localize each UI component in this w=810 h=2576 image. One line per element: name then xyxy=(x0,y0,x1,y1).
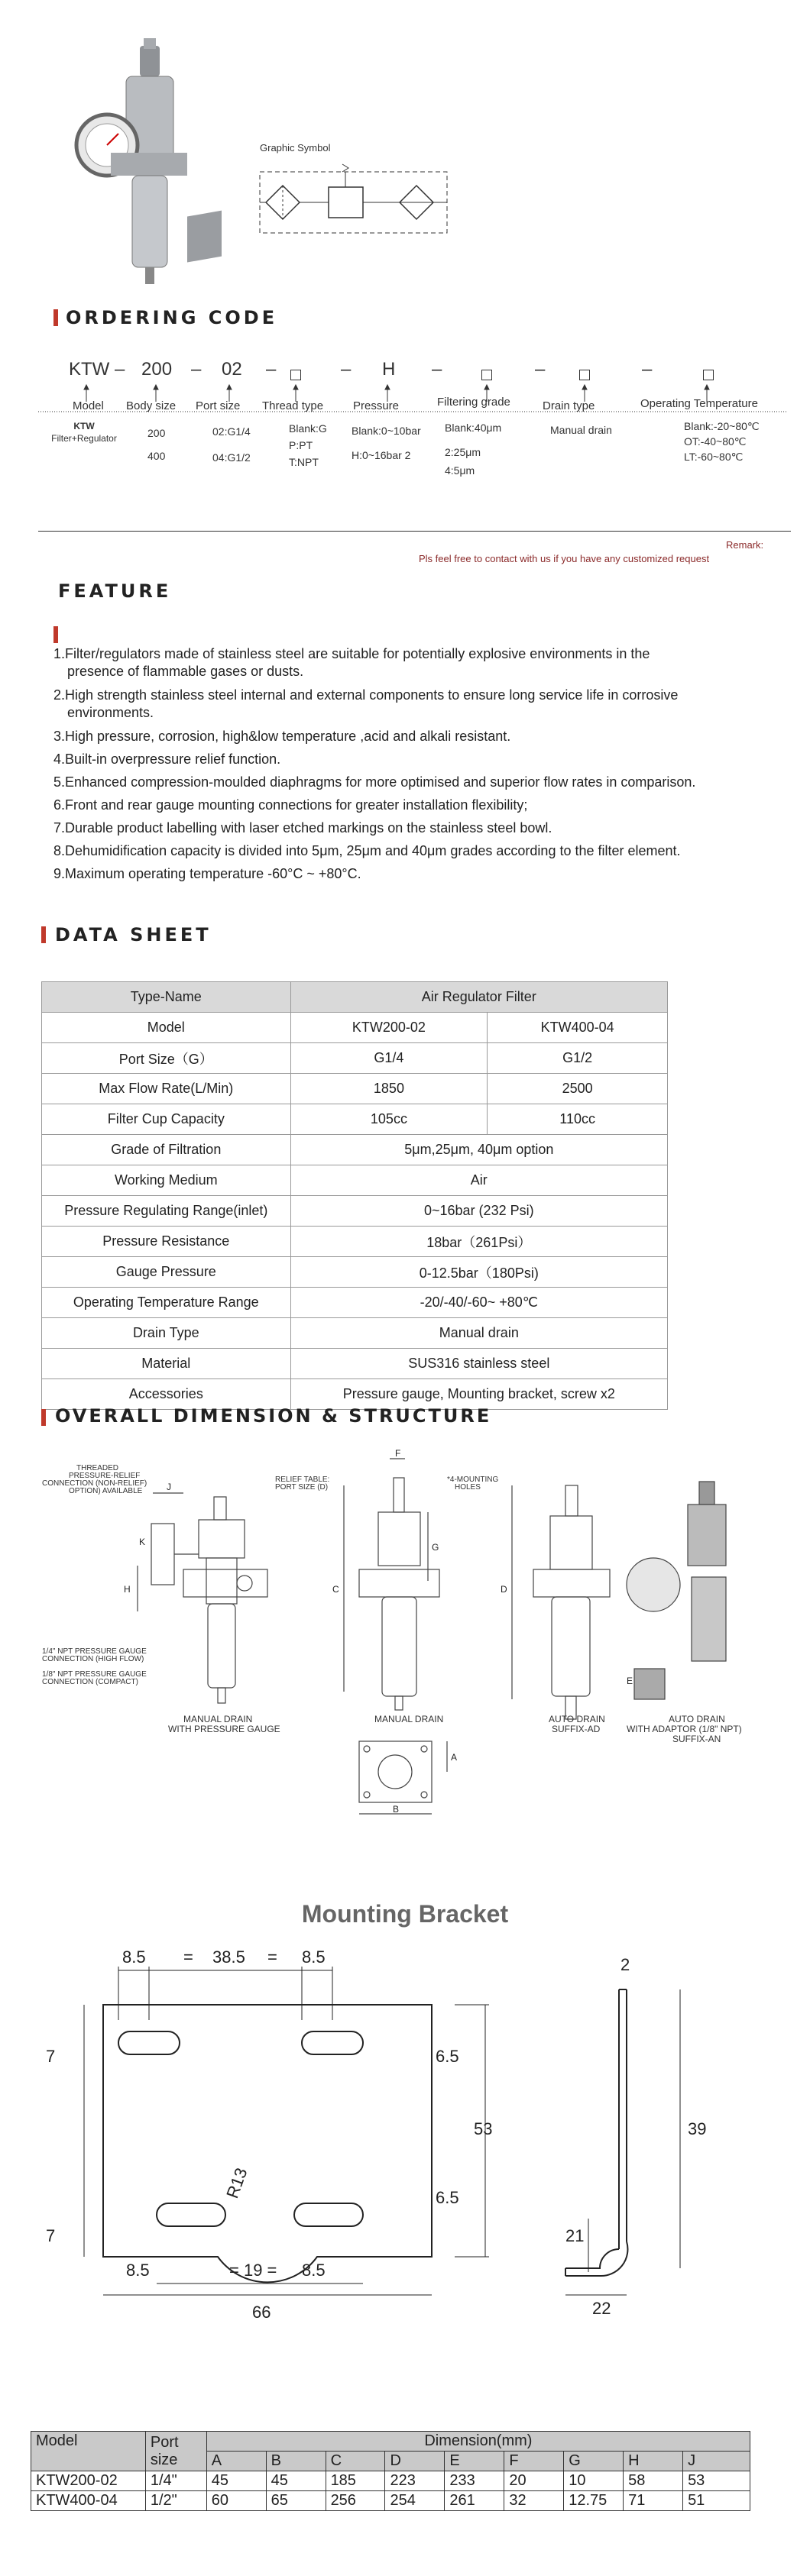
col-header: H xyxy=(624,2452,683,2471)
section-marker xyxy=(53,309,58,326)
table-cell: 105cc xyxy=(290,1104,488,1135)
col-header: G xyxy=(564,2452,624,2471)
table-cell: KTW400-04 xyxy=(488,1013,668,1043)
table-cell: Working Medium xyxy=(42,1165,291,1196)
table-cell: Air xyxy=(290,1165,667,1196)
table-cell: -20/-40/-60~ +80℃ xyxy=(290,1288,667,1318)
remark-title: Remark: xyxy=(726,539,764,551)
svg-text:E: E xyxy=(627,1676,633,1686)
svg-text:AUTO DRAIN: AUTO DRAIN xyxy=(549,1714,605,1724)
table-cell: Air Regulator Filter xyxy=(290,982,667,1013)
table-cell: KTW400-04 xyxy=(31,2491,146,2511)
svg-text:MANUAL DRAIN: MANUAL DRAIN xyxy=(374,1714,444,1724)
table-cell: Drain Type xyxy=(42,1318,291,1349)
table-row xyxy=(42,1318,668,1349)
svg-text:2: 2 xyxy=(620,1955,630,1974)
svg-text:8.5: 8.5 xyxy=(122,1947,146,1967)
svg-text:CONNECTION (HIGH FLOW): CONNECTION (HIGH FLOW) xyxy=(42,1655,144,1663)
svg-text:= 19 =: = 19 = xyxy=(229,2261,277,2280)
table-cell: 1/2" xyxy=(145,2491,206,2511)
bracket-drawing xyxy=(31,1936,779,2348)
opt-thread-type: Blank:G P:PT T:NPT xyxy=(289,422,327,468)
table-cell: 110cc xyxy=(488,1104,668,1135)
table-cell: Grade of Filtration xyxy=(42,1135,291,1165)
table-cell: 51 xyxy=(683,2491,750,2511)
col-header: D xyxy=(385,2452,445,2471)
dimension-drawings xyxy=(38,1448,772,1815)
section-marker xyxy=(41,1409,46,1426)
table-cell: Pressure Resistance xyxy=(42,1227,291,1257)
table-row xyxy=(42,1288,668,1318)
svg-text:1/4" NPT PRESSURE GAUGE: 1/4" NPT PRESSURE GAUGE xyxy=(42,1647,147,1656)
table-cell: 45 xyxy=(206,2471,266,2491)
section-marker xyxy=(41,926,46,943)
header-model: Model xyxy=(31,2432,146,2471)
opt-filtering-grade: Blank:40μm 2:25μm 4:5μm xyxy=(445,422,502,477)
table-cell: 256 xyxy=(326,2491,385,2511)
table-cell: 5μm,25μm, 40μm option xyxy=(290,1135,667,1165)
table-cell: 45 xyxy=(266,2471,326,2491)
table-cell: 261 xyxy=(445,2491,504,2511)
table-cell: 32 xyxy=(504,2491,564,2511)
label-thread-type: Thread type xyxy=(262,399,324,412)
table-cell: 0-12.5bar（180Psi) xyxy=(290,1257,667,1288)
label-drain-type: Drain type xyxy=(543,399,595,412)
table-cell: G1/4 xyxy=(290,1043,488,1074)
svg-text:WITH PRESSURE GAUGE: WITH PRESSURE GAUGE xyxy=(168,1724,280,1734)
feature-item: 4.Built-in overpressure relief function. xyxy=(53,751,281,767)
label-model: Model xyxy=(73,399,104,412)
svg-text:*4-MOUNTING: *4-MOUNTING xyxy=(447,1475,499,1484)
feature-item: 1.Filter/regulators made of stainless steel are suitable for potentially explosive environments in the xyxy=(53,646,650,661)
table-cell: Gauge Pressure xyxy=(42,1257,291,1288)
table-cell: Accessories xyxy=(42,1379,291,1410)
datasheet-title: DATA SHEET xyxy=(55,924,212,945)
svg-text:8.5: 8.5 xyxy=(302,1947,326,1967)
col-header: C xyxy=(326,2452,385,2471)
table-cell: 185 xyxy=(326,2471,385,2491)
svg-text:6.5: 6.5 xyxy=(436,2047,459,2066)
table-cell: 10 xyxy=(564,2471,624,2491)
label-pressure: Pressure xyxy=(353,399,400,412)
label-operating-temperature: Operating Temperature xyxy=(640,397,758,410)
table-cell: Pressure Regulating Range(inlet) xyxy=(42,1196,291,1227)
dimension-table xyxy=(31,2431,750,2511)
svg-text:J: J xyxy=(167,1482,171,1492)
svg-text:CONNECTION (COMPACT): CONNECTION (COMPACT) xyxy=(42,1678,138,1686)
label-filtering-grade: Filtering grade xyxy=(437,396,510,409)
svg-text:G: G xyxy=(432,1542,439,1553)
table-row xyxy=(31,2491,750,2511)
feature-item: 6.Front and rear gauge mounting connections for greater installation flexibility; xyxy=(53,797,528,813)
feature-item: 8.Dehumidification capacity is divided into 5μm, 25μm and 40μm grades according to the filter element. xyxy=(53,843,681,858)
svg-text:AUTO DRAIN: AUTO DRAIN xyxy=(669,1714,725,1724)
svg-text:HOLES: HOLES xyxy=(455,1483,481,1492)
svg-text:THREADED: THREADED xyxy=(76,1464,119,1472)
table-cell: 1850 xyxy=(290,1074,488,1104)
table-cell: 223 xyxy=(385,2471,445,2491)
svg-text:RELIEF TABLE:: RELIEF TABLE: xyxy=(275,1475,330,1484)
table-cell: 65 xyxy=(266,2491,326,2511)
table-cell: Operating Temperature Range xyxy=(42,1288,291,1318)
svg-text:PORT SIZE (D): PORT SIZE (D) xyxy=(275,1483,329,1492)
table-cell: 53 xyxy=(683,2471,750,2491)
svg-text:WITH ADAPTOR (1/8" NPT): WITH ADAPTOR (1/8" NPT) xyxy=(627,1724,742,1734)
svg-text:A: A xyxy=(451,1752,458,1763)
table-row xyxy=(42,1135,668,1165)
svg-text:PRESSURE-RELIEF: PRESSURE-RELIEF xyxy=(69,1472,141,1480)
remark-text: Pls feel free to contact with us if you have any customized request xyxy=(419,553,710,564)
svg-text:C: C xyxy=(332,1584,339,1595)
table-cell: G1/2 xyxy=(488,1043,668,1074)
table-row xyxy=(42,1013,668,1043)
feature-item: presence of flammable gases or dusts. xyxy=(67,664,304,679)
table-cell: KTW200-02 xyxy=(31,2471,146,2491)
svg-text:D: D xyxy=(501,1584,507,1595)
table-row xyxy=(31,2471,750,2491)
svg-text:53: 53 xyxy=(474,2119,493,2138)
svg-text:8.5: 8.5 xyxy=(126,2261,150,2280)
feature-item: 5.Enhanced compression-moulded diaphragms for more optimised and superior flow rates in comparison. xyxy=(53,774,696,790)
col-header: E xyxy=(445,2452,504,2471)
datasheet-table xyxy=(41,981,668,1410)
table-cell: 2500 xyxy=(488,1074,668,1104)
table-cell: Material xyxy=(42,1349,291,1379)
col-header: J xyxy=(683,2452,750,2471)
table-cell: 254 xyxy=(385,2491,445,2511)
table-row xyxy=(42,1349,668,1379)
feature-item: environments. xyxy=(67,705,154,720)
table-cell: Max Flow Rate(L/Min) xyxy=(42,1074,291,1104)
svg-text:7: 7 xyxy=(46,2226,56,2245)
table-row xyxy=(42,1257,668,1288)
opt-operating-temperature: Blank:-20~80℃ OT:-40~80℃ LT:-60~80℃ xyxy=(684,420,760,463)
label-body-size: Body size xyxy=(126,399,177,412)
feature-item: 2.High strength stainless steel internal and external components to ensure long service life in corrosive xyxy=(53,687,679,703)
graphic-symbol xyxy=(252,164,455,241)
table-cell: Manual drain xyxy=(290,1318,667,1349)
feature-item: 7.Durable product labelling with laser etched markings on the stainless steel bowl. xyxy=(53,820,552,836)
svg-text:6.5: 6.5 xyxy=(436,2188,459,2207)
svg-text:MANUAL DRAIN: MANUAL DRAIN xyxy=(183,1714,253,1724)
overall-title: OVERALL DIMENSION & STRUCTURE xyxy=(55,1405,492,1427)
col-header: B xyxy=(266,2452,326,2471)
svg-text:38.5: 38.5 xyxy=(212,1947,245,1967)
table-row xyxy=(31,2432,750,2452)
svg-text:F: F xyxy=(395,1448,401,1459)
table-row xyxy=(42,1074,668,1104)
ordering-code-title: ORDERING CODE xyxy=(66,307,278,328)
table-cell: 58 xyxy=(624,2471,683,2491)
svg-text:=: = xyxy=(183,1947,193,1967)
table-row xyxy=(42,1196,668,1227)
table-cell: 71 xyxy=(624,2491,683,2511)
table-cell: Port Size（G） xyxy=(42,1043,291,1074)
svg-text:OPTION) AVAILABLE: OPTION) AVAILABLE xyxy=(69,1487,143,1495)
table-row xyxy=(42,1227,668,1257)
feature-item: 3.High pressure, corrosion, high&low temperature ,acid and alkali resistant. xyxy=(53,729,511,744)
svg-text:K: K xyxy=(139,1537,146,1547)
graphic-symbol-label: Graphic Symbol xyxy=(260,142,331,154)
feature-item: 9.Maximum operating temperature -60°C ~ +80°C. xyxy=(53,866,361,881)
opt-body-size: 200 400 xyxy=(147,427,166,462)
svg-text:CONNECTION (NON-RELIEF): CONNECTION (NON-RELIEF) xyxy=(42,1479,147,1488)
table-cell: Model xyxy=(42,1013,291,1043)
table-cell: 12.75 xyxy=(564,2491,624,2511)
opt-model: KTW Filter+Regulator xyxy=(51,421,117,444)
svg-text:R13: R13 xyxy=(222,2165,251,2201)
table-cell: SUS316 stainless steel xyxy=(290,1349,667,1379)
table-cell: 60 xyxy=(206,2491,266,2511)
table-cell: 1/4" xyxy=(145,2471,206,2491)
table-cell: KTW200-02 xyxy=(290,1013,488,1043)
table-cell: 18bar（261Psi） xyxy=(290,1227,667,1257)
table-row xyxy=(42,982,668,1013)
svg-text:H: H xyxy=(124,1584,131,1595)
svg-text:B: B xyxy=(393,1804,400,1815)
table-cell: 233 xyxy=(445,2471,504,2491)
bracket-title: Mounting Bracket xyxy=(301,1900,509,1928)
svg-text:39: 39 xyxy=(688,2119,707,2138)
svg-text:SUFFIX-AD: SUFFIX-AD xyxy=(552,1724,601,1734)
svg-text:7: 7 xyxy=(46,2047,56,2066)
header-port-size: Port size xyxy=(145,2432,206,2471)
header-dimension: Dimension(mm) xyxy=(206,2432,750,2452)
table-cell: Filter Cup Capacity xyxy=(42,1104,291,1135)
opt-drain-type: Manual drain xyxy=(550,424,612,436)
col-header: F xyxy=(504,2452,564,2471)
table-cell: Type-Name xyxy=(42,982,291,1013)
table-cell: 0~16bar (232 Psi) xyxy=(290,1196,667,1227)
svg-text:1/8" NPT PRESSURE GAUGE: 1/8" NPT PRESSURE GAUGE xyxy=(42,1670,147,1679)
table-row xyxy=(42,1043,668,1074)
col-header: A xyxy=(206,2452,266,2471)
table-row xyxy=(42,1165,668,1196)
table-row xyxy=(42,1104,668,1135)
feature-title: FEATURE xyxy=(58,580,172,602)
table-cell: Pressure gauge, Mounting bracket, screw x2 xyxy=(290,1379,667,1410)
svg-text:8.5: 8.5 xyxy=(302,2261,326,2280)
svg-text:66: 66 xyxy=(252,2303,271,2322)
svg-text:SUFFIX-AN: SUFFIX-AN xyxy=(672,1734,721,1744)
table-cell: 20 xyxy=(504,2471,564,2491)
ordering-separator xyxy=(38,409,787,415)
svg-text:=: = xyxy=(267,1947,277,1967)
divider xyxy=(38,531,791,532)
product-photo xyxy=(73,38,256,290)
opt-port-size: 02:G1/4 04:G1/2 xyxy=(212,425,251,464)
svg-text:21: 21 xyxy=(565,2226,585,2245)
opt-pressure: Blank:0~10bar H:0~16bar 2 xyxy=(352,425,421,461)
svg-text:22: 22 xyxy=(592,2299,611,2318)
section-marker xyxy=(53,626,58,643)
label-port-size: Port size xyxy=(196,399,241,412)
